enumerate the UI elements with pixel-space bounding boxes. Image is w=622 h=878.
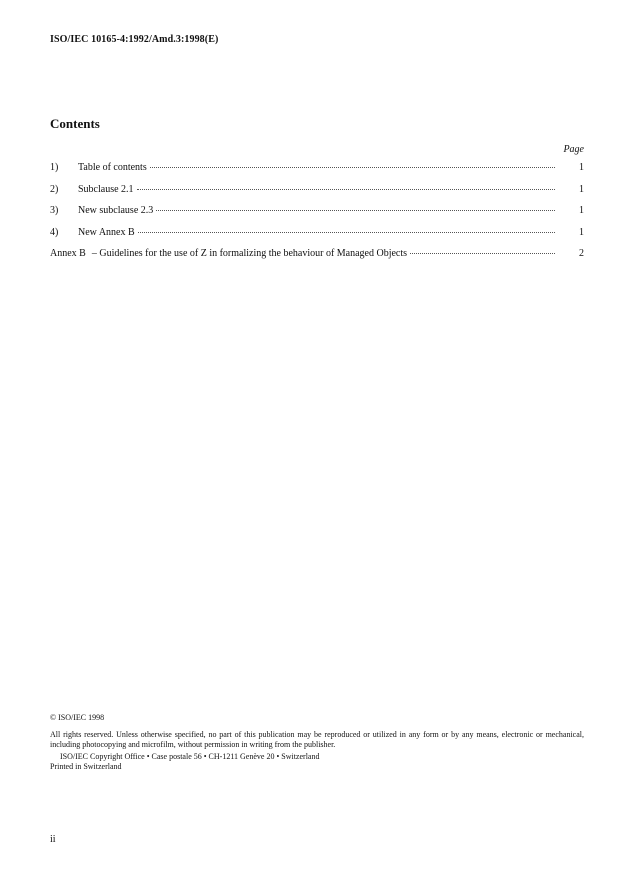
toc-entry-page: 1: [579, 226, 584, 238]
toc-entry-page: 1: [579, 162, 584, 173]
toc-entry-number: 1): [50, 162, 59, 173]
copyright-notice: [50, 713, 584, 773]
dot-leader: [150, 167, 555, 168]
dot-leader: [156, 210, 555, 211]
document-identifier: ISO/IEC 10165-4:1992/Amd.3:1998(E): [50, 34, 219, 45]
rights-statement: All rights reserved. Unless otherwise specified, no part of this publication may be reproduced or utilized in any form or by any means, electronic or mechanical, including photocopying and microfilm, without permission in writing from the publisher.: [50, 729, 584, 749]
annex-title: – Guidelines for the use of Z in formalizing the behaviour of Managed Objects: [91, 248, 408, 259]
page-number: ii: [50, 834, 56, 845]
toc-entry-3[interactable]: [50, 205, 584, 227]
copyright-line: © ISO/IEC 1998: [50, 713, 105, 722]
toc-entry-4[interactable]: [50, 227, 584, 249]
toc-entry-title: Table of contents: [78, 162, 147, 173]
printed-in-line: Printed in Switzerland: [50, 762, 122, 771]
copyright-office-address: ISO/IEC Copyright Office • Case postale 56 • CH-1211 Genève 20 • Switzerland: [60, 751, 320, 761]
toc-entry-title: New Annex B: [78, 226, 135, 238]
toc-entry-number: 3): [50, 205, 59, 216]
toc-entry-1[interactable]: [50, 162, 584, 184]
toc-entry-page: 2: [579, 248, 584, 259]
toc-entry-page: 1: [579, 205, 584, 216]
table-of-contents: [50, 162, 584, 270]
toc-entry-number: 2): [50, 183, 59, 195]
dot-leader: [138, 232, 555, 233]
contents-heading: Contents: [50, 116, 100, 131]
toc-entry-number: 4): [50, 226, 59, 238]
toc-entry-2[interactable]: [50, 184, 584, 206]
dot-leader: [410, 253, 555, 254]
toc-entry-title: New subclause 2.3: [78, 205, 154, 216]
toc-entry-page: 1: [579, 183, 584, 195]
toc-entry-title: Subclause 2.1: [78, 183, 134, 195]
annex-label: Annex B: [50, 248, 86, 259]
toc-entry-annex-b[interactable]: [50, 248, 584, 270]
page-column-label: Page: [563, 144, 584, 155]
dot-leader: [137, 189, 555, 190]
